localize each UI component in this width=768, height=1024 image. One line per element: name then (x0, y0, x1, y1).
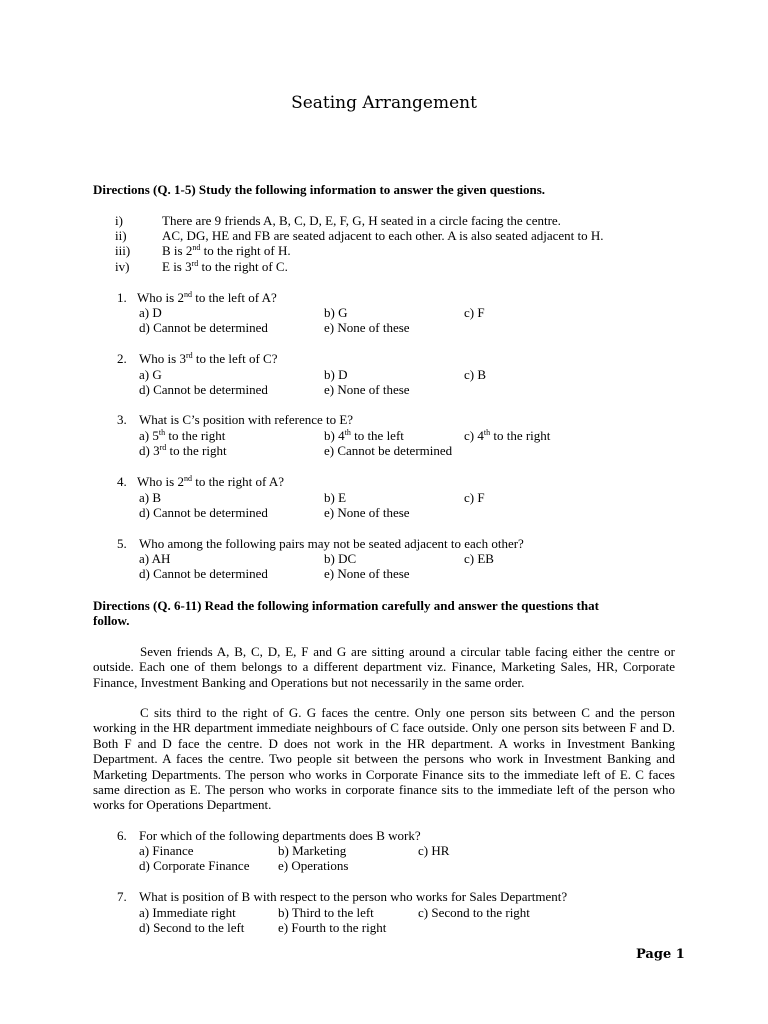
question-text: Who among the following pairs may not be seated adjacent to each other? (139, 536, 524, 551)
option-a: a) 5th to the right (139, 428, 226, 443)
option-b: b) Marketing (278, 843, 347, 858)
option-e: e) Fourth to the right (278, 920, 387, 935)
option-e: e) None of these (324, 505, 410, 520)
directions-q1-5: Directions (Q. 1-5) Study the following information to answer the given questions. (93, 182, 545, 197)
option-d: d) Second to the left (139, 920, 245, 935)
option-d: d) Cannot be determined (139, 320, 268, 335)
option-b: b) Third to the left (278, 905, 374, 920)
option-c: c) 4th to the right (464, 428, 551, 443)
question-number: 7. (117, 889, 127, 904)
statement-text: B is 2nd to the right of H. (162, 243, 291, 258)
option-c: c) F (464, 305, 485, 320)
question-text: Who is 2nd to the right of A? (137, 474, 285, 489)
option-b: b) 4th to the left (324, 428, 404, 443)
statement-number: iii) (115, 243, 131, 258)
directions-q6-11-line1: Directions (Q. 6-11) Read the following information carefully and answer the questions that (93, 598, 599, 613)
option-b: b) E (324, 490, 347, 505)
option-a: a) Finance (139, 843, 194, 858)
option-c: c) Second to the right (418, 905, 530, 920)
statement-number: i) (115, 213, 123, 228)
page-title: Seating Arrangement (291, 93, 477, 113)
option-b: b) D (324, 367, 348, 382)
question-number: 4. (117, 474, 127, 489)
statement-text: AC, DG, HE and FB are seated adjacent to each other. A is also seated adjacent to H. (162, 228, 604, 243)
question-text: What is position of B with respect to the person who works for Sales Department? (139, 889, 568, 904)
page-number: Page 1 (636, 947, 685, 962)
option-d: d) Cannot be determined (139, 505, 268, 520)
option-d: d) Cannot be determined (139, 382, 268, 397)
question-text: Who is 2nd to the left of A? (137, 290, 277, 305)
option-b: b) G (324, 305, 348, 320)
question-text: What is C’s position with reference to E? (139, 412, 354, 427)
statement-number: iv) (115, 259, 130, 274)
option-d: d) 3rd to the right (139, 443, 227, 458)
statement-text: There are 9 friends A, B, C, D, E, F, G, H seated in a circle facing the centre. (162, 213, 561, 228)
option-a: a) D (139, 305, 162, 320)
option-c: c) EB (464, 551, 494, 566)
question-number: 5. (117, 536, 127, 551)
option-b: b) DC (324, 551, 357, 566)
option-e: e) Operations (278, 858, 349, 873)
option-a: a) AH (139, 551, 171, 566)
question-number: 3. (117, 412, 127, 427)
question-text: For which of the following departments does B work? (139, 828, 421, 843)
option-a: a) G (139, 367, 162, 382)
question-number: 2. (117, 351, 127, 366)
option-d: d) Cannot be determined (139, 566, 268, 581)
question-number: 1. (117, 290, 127, 305)
option-c: c) B (464, 367, 487, 382)
option-d: d) Corporate Finance (139, 858, 250, 873)
option-e: e) None of these (324, 320, 410, 335)
statement-text: E is 3rd to the right of C. (162, 259, 288, 274)
option-a: a) B (139, 490, 162, 505)
question-text: Who is 3rd to the left of C? (139, 351, 278, 366)
info-paragraph-1: Seven friends A, B, C, D, E, F and G are sitting around a circular table facing either the centre or outside. Each one of them belongs to a different department viz. Finance, Marketing Sales, HR, Corporate Finance, Investment Banking and Operations but not necessarily in the same order. (93, 644, 675, 690)
option-e: e) None of these (324, 566, 410, 581)
info-paragraph-2: C sits third to the right of G. G faces the centre. Only one person sits between C and the person working in the HR department immediate neighbours of C face outside. Only one person sits between F and D. Both F and D face the centre. D does not work in the HR department. A works in Investment Banking Department. A faces the centre. Two people sit between the persons who work in Investment Banking and Marketing Departments. The person who works in Corporate Finance sits to the immediate left of E. C faces same direction as E. The person who works in corporate finance sits to the immediate left of the person who works for Operations Department. (93, 705, 675, 813)
question-number: 6. (117, 828, 127, 843)
option-a: a) Immediate right (139, 905, 236, 920)
option-c: c) F (464, 490, 485, 505)
option-e: e) None of these (324, 382, 410, 397)
option-e: e) Cannot be determined (324, 443, 453, 458)
option-c: c) HR (418, 843, 450, 858)
directions-q6-11-line2: follow. (93, 613, 130, 628)
statement-number: ii) (115, 228, 127, 243)
